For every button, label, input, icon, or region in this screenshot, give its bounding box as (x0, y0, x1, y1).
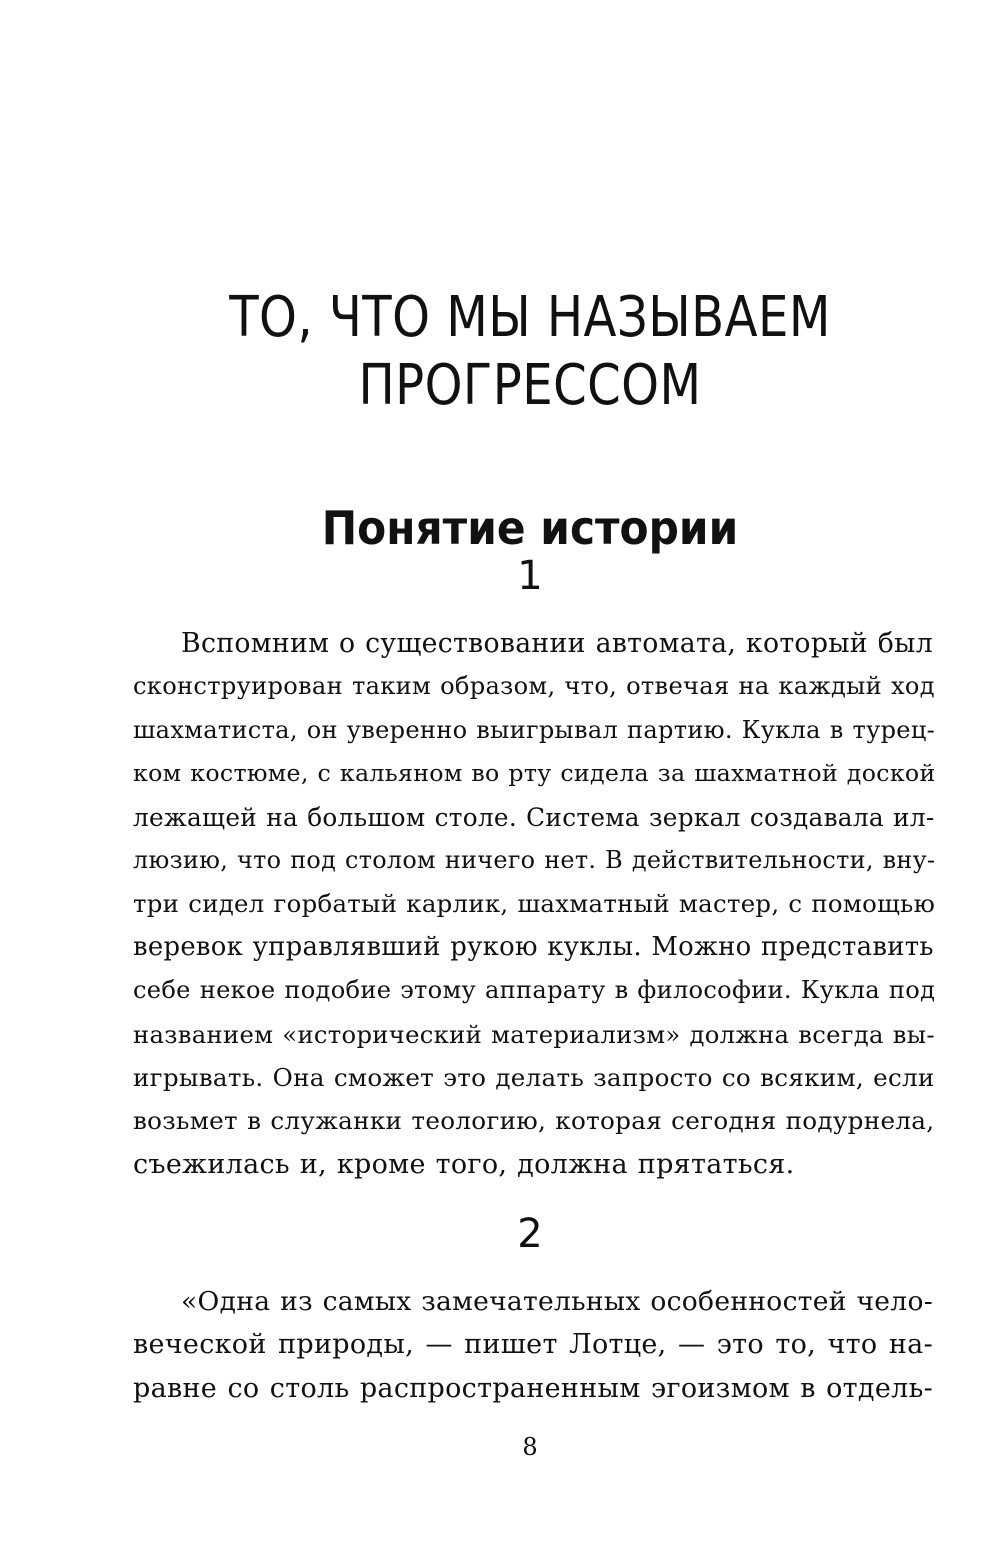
text-line: названием «исторический материализм» должна всегда вы- (133, 1019, 935, 1049)
text-line: веревок управлявший рукою куклы. Можно представить (133, 931, 934, 962)
text-line: равне со столь распространенным эгоизмом в отдель- (133, 1372, 933, 1404)
text-line: люзию, что под столом ничего нет. В действительности, вну- (133, 846, 936, 875)
text-line: веческой природы, — пишет Лотце, — это то, что на- (133, 1329, 933, 1361)
chapter-title-line-2: ПРОГРЕССОМ (358, 352, 702, 418)
chapter-title-line-1: ТО, ЧТО МЫ НАЗЫВАЕМ (229, 284, 831, 350)
paragraph-part-1 (133, 622, 936, 1186)
paragraph-part-2 (133, 1280, 933, 1410)
text-line: Вспомним о существовании автомата, который был (181, 628, 933, 659)
text-line: «Одна из самых замечательных особенностей чело- (181, 1286, 933, 1317)
text-line: лежащей на большом столе. Система зеркал создавала ил- (133, 802, 935, 832)
text-line: ком костюме, с кальяном во рту сидела за шахматной доской (133, 759, 936, 788)
section-title: Понятие истории (321, 501, 739, 556)
text-line: игрывать. Она сможет это делать запросто со всяким, если (133, 1063, 935, 1093)
page-number: 8 (522, 1433, 538, 1461)
text-line: три сидел горбатый карлик, шахматный мастер, с помощью (133, 889, 936, 919)
part-number-2: 2 (517, 1211, 543, 1257)
text-line: съежилась и, кроме того, должна прятаться. (133, 1148, 795, 1180)
text-line: возьмет в служанки теологию, которая сегодня подурнела, (133, 1106, 935, 1136)
text-line: сконструирован таким образом, что, отвечая на каждый ход (133, 672, 935, 701)
text-line: шахматиста, он уверенно выигрывал партию. Кукла в турец- (133, 715, 936, 744)
text-line: себе некое подобие этому аппарату в философии. Кукла под (133, 976, 936, 1005)
chapter-title (160, 284, 900, 420)
part-number-1: 1 (517, 553, 543, 599)
